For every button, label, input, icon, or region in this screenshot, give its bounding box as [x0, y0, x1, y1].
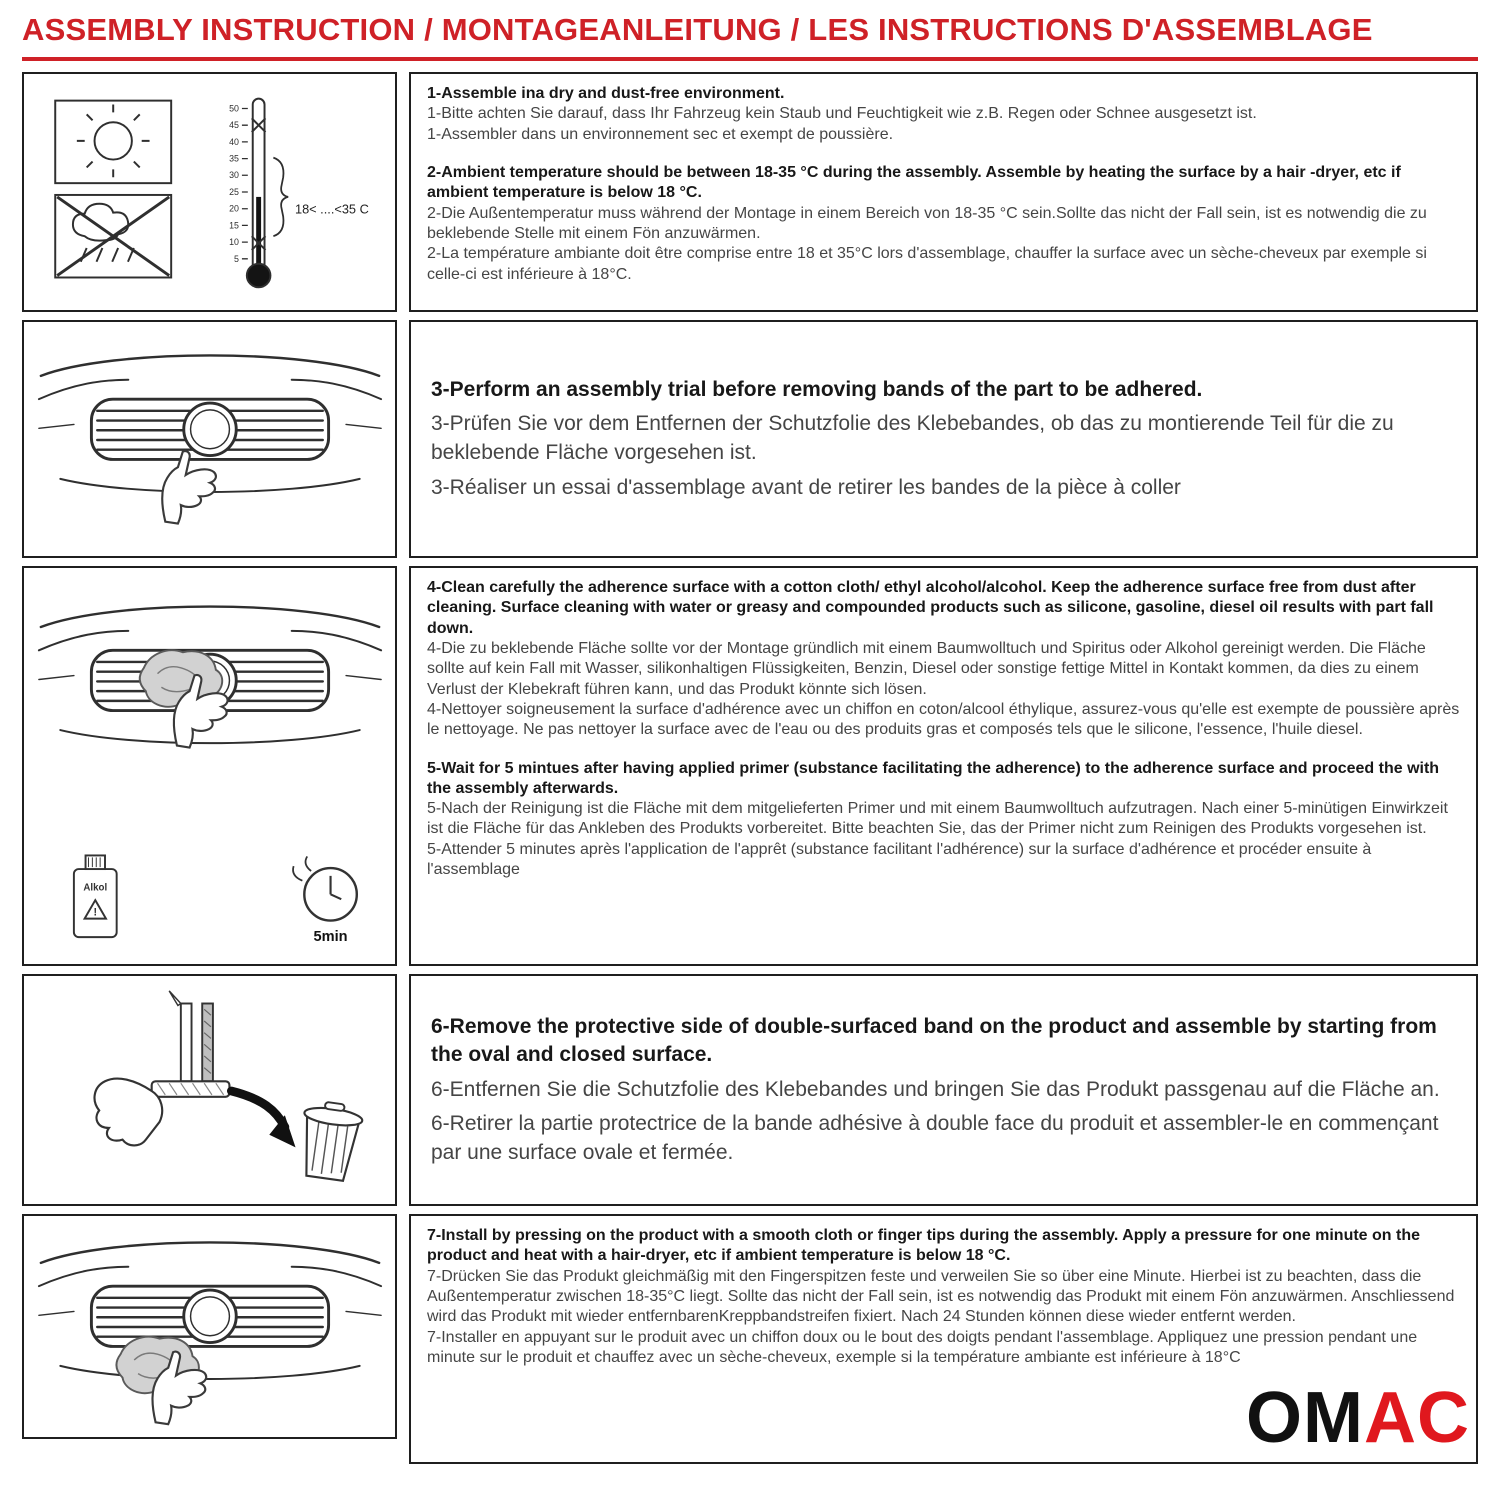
range-bracket: [273, 158, 288, 237]
step-2-de: 2-Die Außentemperatur muss während der Montage in einem Bereich von 18-35 °C sein.Sollte das nicht der Fall sein, ist es notwendig die zu beklebende Stelle mit einem Fön anzuwärmen.: [427, 204, 1427, 242]
svg-text:30: 30: [229, 170, 239, 181]
no-rain-icon: [55, 195, 171, 278]
step-5-de: 5-Nach der Reinigung ist die Fläche mit dem mitgelieferten Primer und mit einem Baumwolltuch aufzutragen. Nach einer 5-minütigen Einwirkzeit ist die Fläche für das Ankleben des Produkts vorbereitet. Bitte beachten Sie, das der Primer nicht zum Reinigen des Produkts vorgesehen ist.: [427, 800, 1448, 838]
thermometer-icon: [229, 99, 369, 288]
step-6-fr: 6-Retirer la partie protectrice de la bande adhésive à double face du produit et assembler-le en commençant par une surface ovale et fermée.: [431, 1112, 1439, 1164]
brand-logo: [1246, 1378, 1470, 1458]
svg-text:35: 35: [229, 153, 239, 164]
section-cleaning: [22, 566, 1478, 966]
step-7-en: 7-Install by pressing on the product with a smooth cloth or finger tips during the assembly. Apply a pressure for one minute on the product and heat with a hair-dryer, etc if ambient temperature is below 18 °C.: [427, 1227, 1420, 1265]
brand-logo-black: OM: [1246, 1378, 1364, 1458]
step-2-en: 2-Ambient temperature should be between 18-35 °C during the assembly. Assemble by heating the surface by a hair -dryer, etc if ambient temperature is below 18 °C.: [427, 163, 1401, 202]
svg-text:15: 15: [229, 220, 239, 231]
step-2-fr: 2-La température ambiante doit être comprise entre 18 et 35°C lors d'assemblage, chauffer la surface avec un sèche-cheveux par exemple si celle-ci est inférieure à 18°C.: [427, 245, 1427, 283]
step-7-fr: 7-Installer en appuyant sur le produit avec un chiffon doux ou le bout des doigts pendant l'assemblage. Appliquez une pression pendant une minute sur le produit et chauffez avec un sèche-cheveux, exemple si la température ambiante est inférieure à 18°C: [427, 1328, 1418, 1366]
svg-text:25: 25: [229, 186, 239, 197]
figure-tape-removal: [22, 974, 397, 1206]
step-4-fr: 4-Nettoyer soigneusement la surface d'adhérence avec un chiffon en coton/alcool éthylique, assurez-vous qu'elle est exempte de poussière après le nettoyage. Ne pas nettoyer la surface avec de l'eau ou des produits gras et composés tels que le silicone, l'essence, l'huile diesel.: [427, 700, 1460, 739]
svg-text:20: 20: [229, 203, 239, 214]
grille-trial-illustration: [35, 335, 385, 544]
figure-grille-pressing: [22, 1214, 397, 1439]
figure-grille-cleaning: [22, 566, 397, 966]
step-4-en: 4-Clean carefully the adherence surface with a cotton cloth/ ethyl alcohol/alcohol. Keep the adherence surface free from dust after cleaning. Surface cleaning with water or greasy and compounded products such as silicone, gasoline, diesel oil results with part fall down.: [427, 579, 1434, 637]
step-5-fr: 5-Attender 5 minutes après l'application de l'apprêt (substance facilitant l'adhérence) sur la surface d'adhérence et procéder ensuite à l'assemblage: [427, 840, 1372, 879]
step-1-en: 1-Assemble ina dry and dust-free environment.: [427, 85, 785, 102]
step-7-de: 7-Drücken Sie das Produkt gleichmäßig mit den Fingerspitzen feste und verweilen Sie so über eine Minute. Hierbei ist zu beachten, dass die Außentemperatur zwischen 18-35°C liegt. Sollte das nicht der Fall sein, ist es notwendig das Produkt mit einem Fön anzuwärmen. Anschliessend wird das Produkt mit wieder entfernbarenKreppbandstreifen fixiert. Nach 24 Stunden können diese wieder entfernt werden.: [427, 1267, 1455, 1326]
step-3-fr: 3-Réaliser un essai d'assemblage avant de retirer les bandes de la pièce à coller: [431, 475, 1181, 499]
page-title: ASSEMBLY INSTRUCTION / MONTAGEANLEITUNG / LES INSTRUCTIONS D'ASSEMBLAGE: [22, 12, 1373, 47]
section-1-text: [409, 72, 1478, 312]
step-6-en: 6-Remove the protective side of double-surfaced band on the product and assemble by starting from the oval and closed surface.: [431, 1014, 1437, 1067]
environment-illustration: [37, 79, 382, 305]
section-2-text: [409, 320, 1478, 558]
step-4-de: 4-Die zu beklebende Fläche sollte vor der Montage gründlich mit einem Baumwolltuch und Spiritus oder Alkohol gereinigt werden. Die Fläche sollte auf kein Fall mit Wasser, silikonhaltigen Flüssigkeiten, Benzin, Diesel oder sonstige fettige Mittel in Kontakt kommen, da dies zu einem Verlust der Klebekraft führen kann, und das Produkt könnte sich lösen.: [427, 639, 1426, 698]
svg-text:40: 40: [229, 136, 239, 147]
step-3-en: 3-Perform an assembly trial before removing bands of the part to be adhered.: [431, 377, 1203, 401]
step-1-de: 1-Bitte achten Sie darauf, dass Ihr Fahrzeug kein Staub und Feuchtigkeit wie z.B. Regen oder Schnee ausgesetzt ist.: [427, 105, 1257, 123]
temperature-range-label: 18< ....<35 C: [294, 201, 369, 217]
hand-icon: [162, 451, 216, 524]
section-trial: [22, 320, 1478, 558]
trash-bin-icon: [295, 1099, 363, 1182]
spacer: [427, 741, 1460, 759]
step-3-de: 3-Prüfen Sie vor dem Entfernen der Schutzfolie des Klebebandes, ob das zu montierende Teil für die zu beklebende Fläche vorgesehen ist.: [431, 412, 1394, 464]
section-band-removal: [22, 974, 1478, 1206]
brand-logo-red: AC: [1364, 1378, 1470, 1458]
alcohol-bottle-icon: [73, 855, 116, 937]
alcohol-label: Alkol: [82, 882, 107, 894]
grille-cleaning-illustration: [35, 571, 385, 961]
tape-strips-icon: [151, 990, 229, 1096]
sun-icon: [55, 101, 171, 184]
step-6-de: 6-Entfernen Sie die Schutzfolie des Klebebandes und bringen Sie das Produkt passgenau auf die Fläche an.: [431, 1077, 1440, 1101]
car-grille-illustration: [38, 1242, 380, 1379]
section-4-text: [409, 974, 1478, 1206]
thermometer-scale: [229, 103, 239, 263]
svg-text:!: !: [92, 906, 97, 919]
title-underline: [22, 57, 1478, 61]
wait-time-label: 5min: [313, 929, 348, 945]
spacer: [427, 145, 1460, 163]
section-environment: [22, 72, 1478, 312]
svg-text:45: 45: [229, 120, 239, 131]
clock-icon: [293, 856, 357, 945]
figure-grille-trial: [22, 320, 397, 558]
svg-text:50: 50: [229, 103, 239, 114]
arrow-icon: [231, 1090, 295, 1146]
grille-pressing-illustration: [35, 1222, 385, 1431]
tape-removal-illustration: [35, 986, 385, 1195]
section-3-text: [409, 566, 1478, 966]
svg-text:10: 10: [229, 237, 239, 248]
step-5-en: 5-Wait for 5 mintues after having applied primer (substance facilitating the adherence) to the adherence surface and proceed the with the assembly afterwards.: [427, 759, 1440, 797]
step-1-fr: 1-Assembler dans un environnement sec et exempt de poussière.: [427, 125, 894, 143]
svg-text:5: 5: [234, 253, 239, 264]
figure-environment: [22, 72, 397, 312]
